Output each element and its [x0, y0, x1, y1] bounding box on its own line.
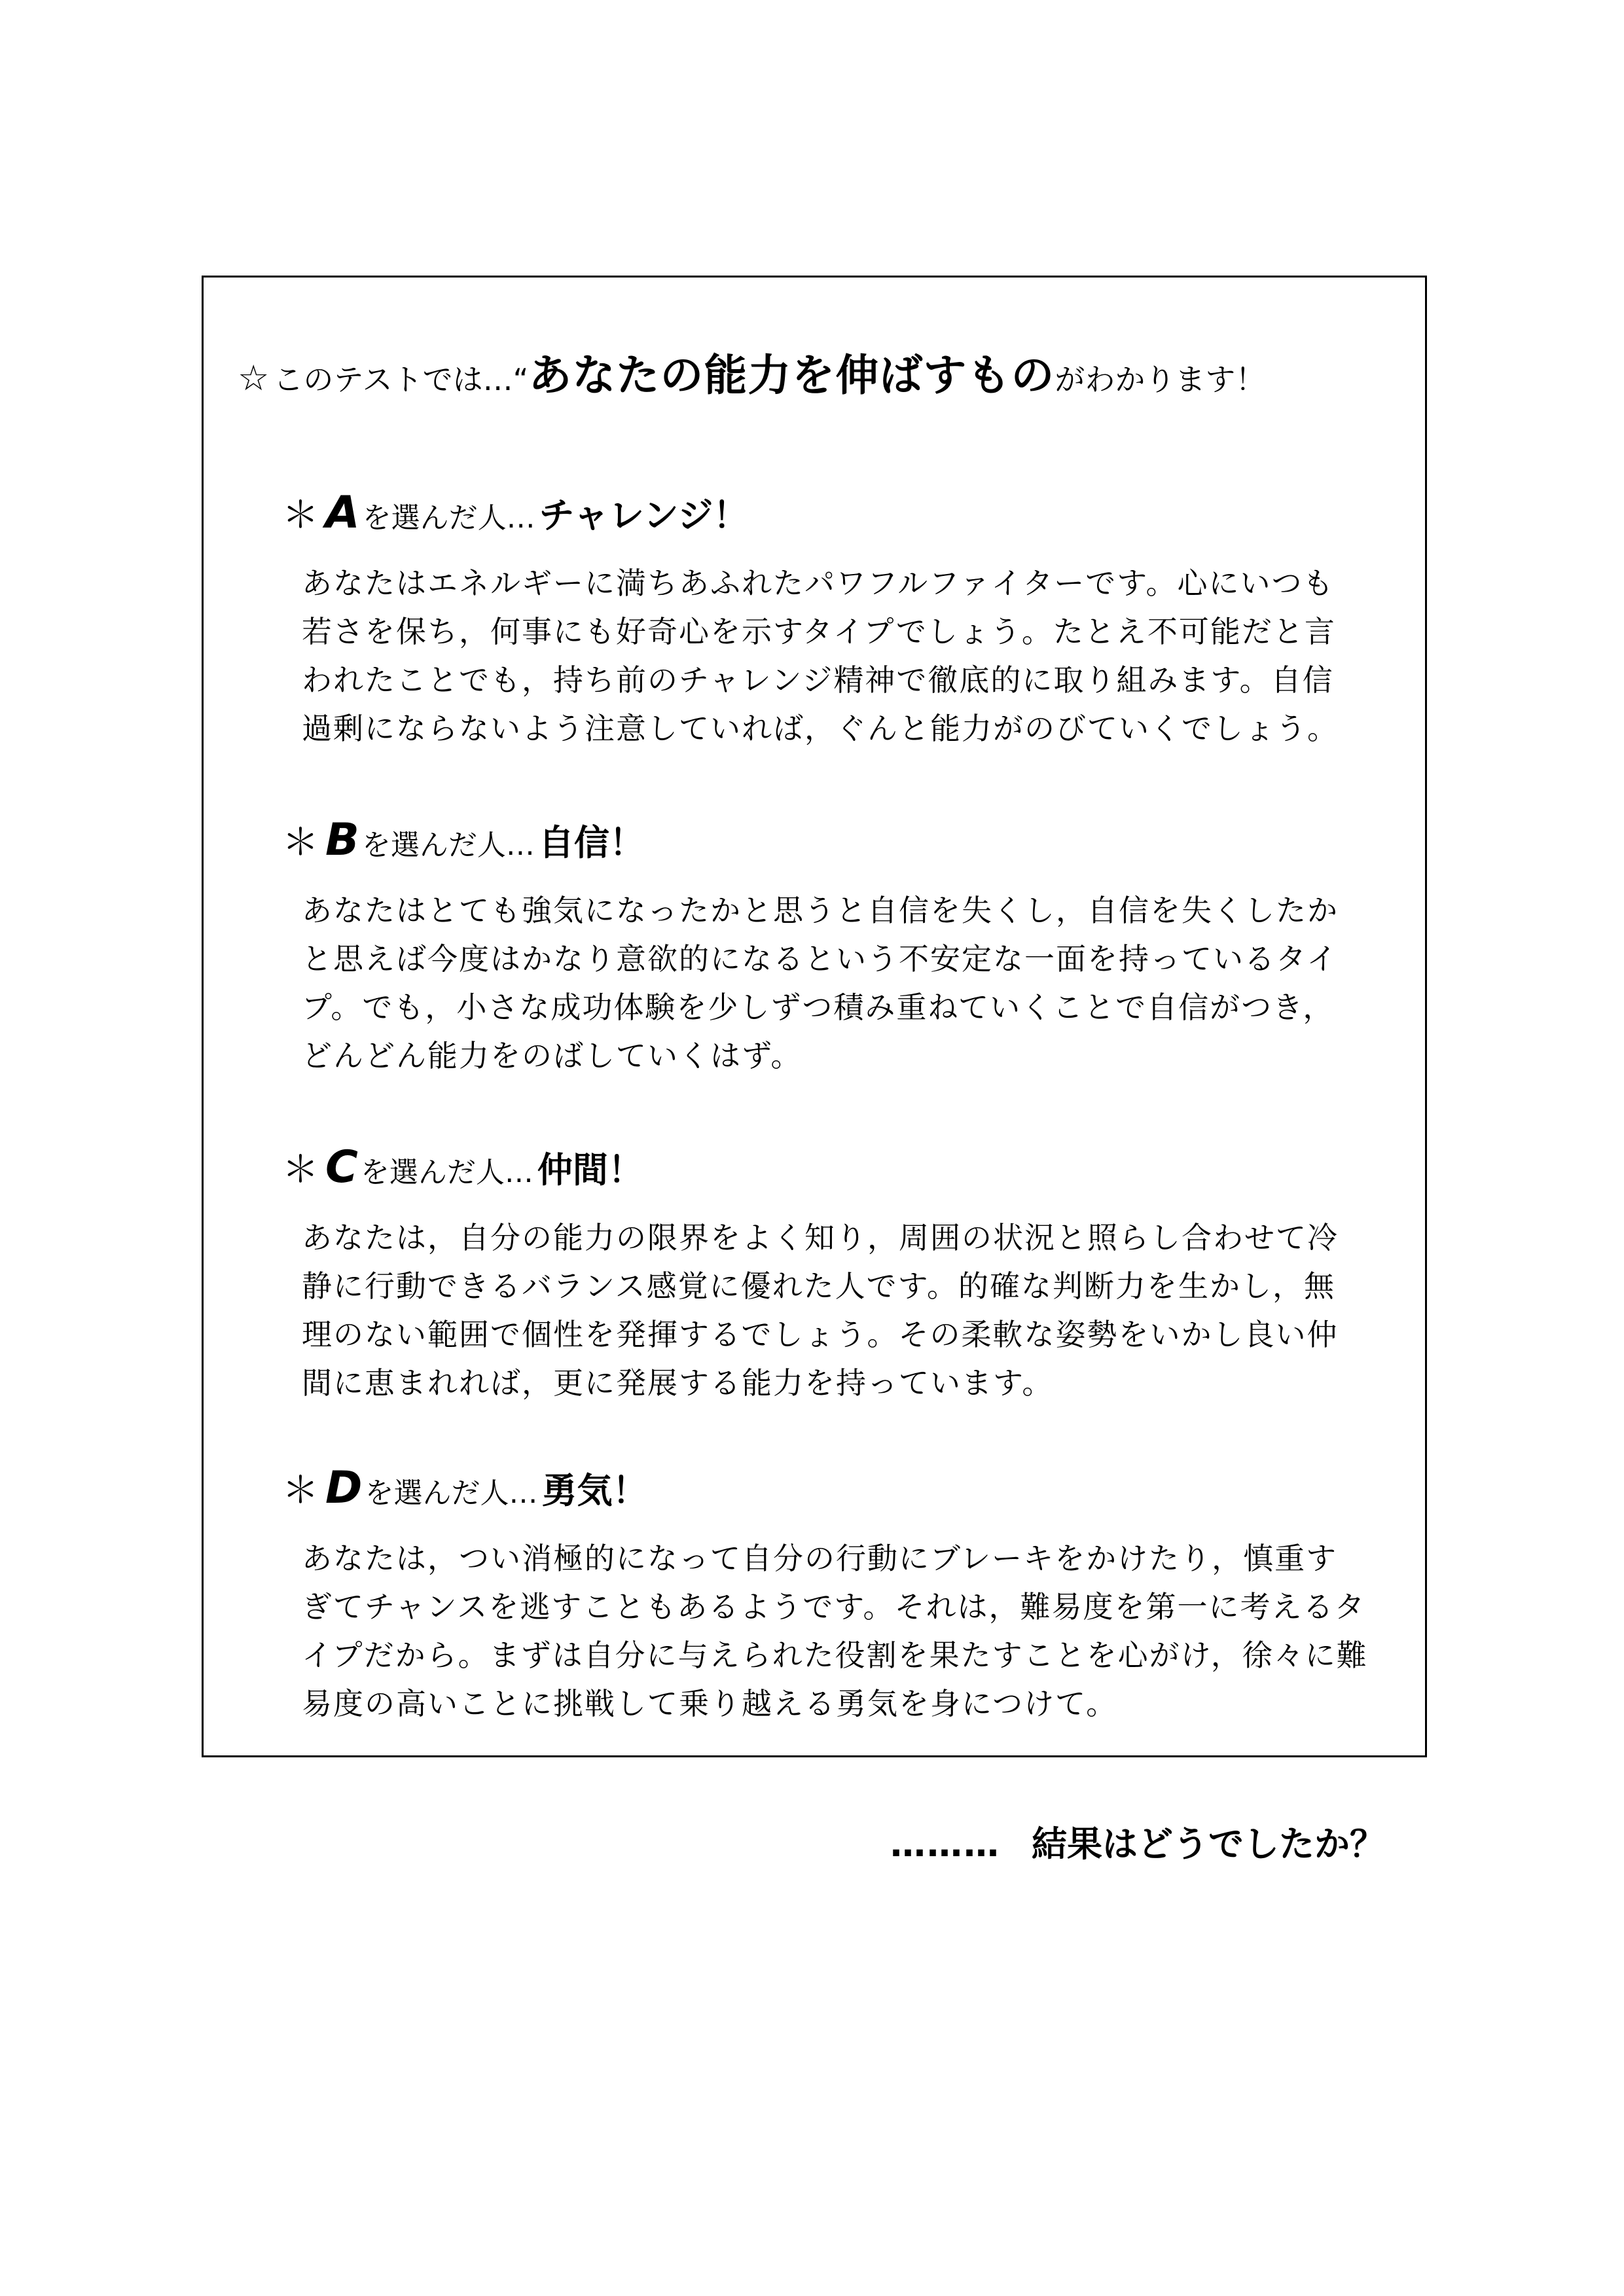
result-keyword: 勇気！	[541, 1470, 648, 1511]
intro-prefix: このテストでは…“	[273, 362, 529, 397]
result-section-c	[282, 1140, 1382, 1407]
body-line: あなたは，つい消極的になって自分の行動にブレーキをかけたり，慎重す	[302, 1541, 1338, 1576]
body-line: あなたはエネルギーに満ちあふれたパワフルファイターです。心にいつも	[302, 565, 1335, 601]
body-line: 間に恵まれれば，更に発展する能力を持っています。	[302, 1365, 1054, 1401]
result-keyword: チャレンジ！	[539, 495, 749, 536]
body-line: あなたはとても強気になったかと思うと自信を失くし，自信を失くしたか	[302, 893, 1339, 928]
section-body	[302, 559, 1382, 753]
chose-label: を選んだ人…	[362, 501, 535, 535]
body-line: 理のない範囲で個性を発揮するでしょう。その柔軟な姿勢をいかし良い仲	[302, 1317, 1339, 1352]
closing-question	[890, 1818, 1385, 1871]
section-heading	[282, 813, 1382, 868]
body-line: あなたは，自分の能力の限界をよく知り，周囲の状況と照らし合わせて冷	[302, 1220, 1339, 1255]
body-line: われたことでも，持ち前のチャレンジ精神で徹底的に取り組みます。自信	[302, 662, 1334, 698]
result-keyword: 仲間！	[537, 1149, 643, 1191]
asterisk-icon: ＊	[282, 1469, 319, 1512]
body-line: イプだから。まずは自分に与えられた役割を果たすことを心がけ，徐々に難	[302, 1638, 1368, 1673]
choice-letter: D	[325, 1462, 363, 1514]
result-section-d	[282, 1461, 1382, 1728]
section-body	[302, 1534, 1382, 1728]
body-line: ぎてチャンスを逃すこともあるようです。それは，難易度を第一に考えるタ	[302, 1589, 1366, 1624]
section-heading	[282, 1140, 1382, 1195]
asterisk-icon: ＊	[282, 494, 319, 537]
section-body	[302, 886, 1382, 1080]
results-box	[202, 276, 1427, 1757]
result-section-b	[282, 813, 1382, 1080]
result-section-a	[282, 486, 1382, 753]
chose-label: を選んだ人…	[360, 1156, 533, 1189]
body-line: 過剰にならないよう注意していれば，ぐんと能力がのびていくでしょう。	[302, 711, 1339, 746]
body-line: 若さを保ち，何事にも好奇心を示すタイプでしょう。たとえ不可能だと言	[302, 614, 1336, 649]
closing-text: 結果はどうでしたか？	[1032, 1823, 1385, 1865]
ellipsis-dots: ………	[890, 1823, 1000, 1865]
body-line: どんどん能力をのばしていくはず。	[302, 1038, 803, 1073]
intro-emphasis: あなたの能力を伸ばすもの	[528, 350, 1055, 401]
body-line: 静に行動できるバランス感覚に優れた人です。的確な判断力を生かし，無	[302, 1268, 1335, 1304]
choice-letter: A	[325, 487, 360, 539]
asterisk-icon: ＊	[282, 1149, 319, 1191]
intro-line	[238, 350, 1265, 406]
body-line: プ。でも，小さな成功体験を少しずつ積み重ねていくことで自信がつき，	[302, 990, 1335, 1025]
body-line: と思えば今度はかなり意欲的になるという不安定な一面を持っているタイ	[302, 941, 1339, 977]
choice-letter: C	[325, 1141, 358, 1193]
result-keyword: 自信！	[538, 822, 645, 863]
chose-label: を選んだ人…	[361, 829, 535, 862]
section-body	[302, 1213, 1382, 1407]
body-line: 易度の高いことに挑戦して乗り越える勇気を身につけて。	[302, 1686, 1118, 1721]
asterisk-icon: ＊	[282, 821, 319, 864]
section-heading	[282, 486, 1382, 541]
intro-suffix: がわかります！	[1055, 362, 1266, 397]
star-icon: ☆	[238, 357, 270, 399]
choice-letter: B	[325, 814, 359, 866]
section-heading	[282, 1461, 1382, 1516]
chose-label: を選んだ人…	[365, 1477, 538, 1510]
